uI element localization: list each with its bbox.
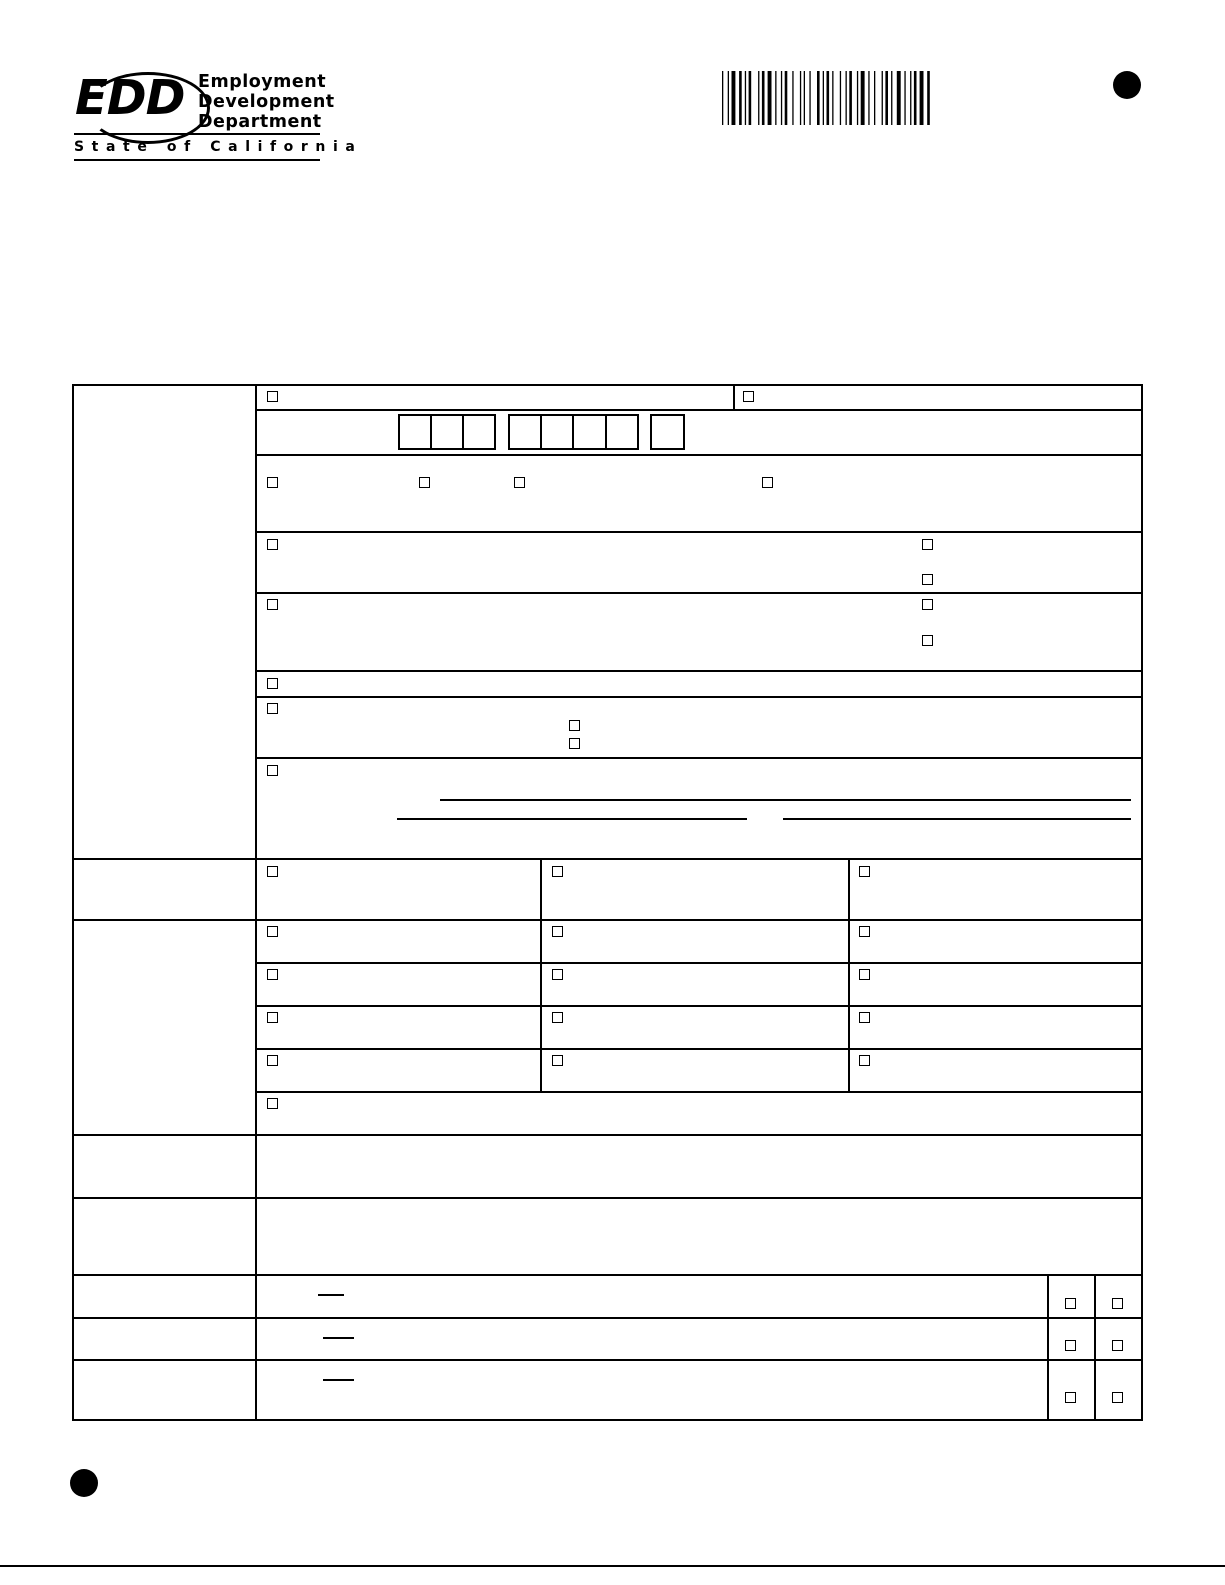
row-divider: [255, 409, 1143, 411]
column-divider: [848, 858, 850, 1092]
checkbox-icon[interactable]: [267, 765, 278, 776]
section-divider: [72, 919, 1143, 921]
registration-dot-icon: [1113, 71, 1141, 99]
label-column-divider: [255, 384, 257, 1421]
checkbox-icon[interactable]: [859, 1055, 870, 1066]
short-fill-in-line[interactable]: [323, 1337, 354, 1339]
digit-separator: [462, 416, 464, 448]
digit-group-2[interactable]: [508, 414, 639, 450]
short-fill-in-line[interactable]: [318, 1294, 344, 1296]
form-table: [72, 384, 1143, 1421]
checkbox-icon[interactable]: [859, 866, 870, 877]
checkbox-icon[interactable]: [267, 866, 278, 877]
fill-in-line[interactable]: [397, 818, 747, 820]
checkbox-icon[interactable]: [552, 866, 563, 877]
short-fill-in-line[interactable]: [323, 1379, 354, 1381]
fill-in-line[interactable]: [783, 818, 1131, 820]
column-divider: [733, 384, 735, 410]
yes-checkbox-icon[interactable]: [1065, 1298, 1076, 1309]
logo-department-name: [198, 72, 335, 132]
checkbox-icon[interactable]: [552, 1055, 563, 1066]
checkbox-icon[interactable]: [267, 599, 278, 610]
checkbox-icon[interactable]: [267, 926, 278, 937]
no-checkbox-icon[interactable]: [1112, 1340, 1123, 1351]
checkbox-icon[interactable]: [922, 635, 933, 646]
digit-group-1[interactable]: [398, 414, 496, 450]
row-divider: [255, 757, 1143, 759]
checkbox-icon[interactable]: [552, 926, 563, 937]
checkbox-icon[interactable]: [267, 1012, 278, 1023]
digit-separator: [605, 416, 607, 448]
page-edge-line: [0, 1565, 1225, 1567]
section-divider: [72, 1317, 1143, 1319]
row-divider: [255, 1005, 1143, 1007]
no-checkbox-icon[interactable]: [1112, 1392, 1123, 1403]
checkbox-icon[interactable]: [267, 1055, 278, 1066]
checkbox-icon[interactable]: [859, 969, 870, 980]
checkbox-icon[interactable]: [922, 599, 933, 610]
checkbox-icon[interactable]: [514, 477, 525, 488]
checkbox-icon[interactable]: [552, 969, 563, 980]
edd-logo: [72, 68, 363, 163]
checkbox-icon[interactable]: [762, 477, 773, 488]
checkbox-icon[interactable]: [922, 539, 933, 550]
checkbox-icon[interactable]: [267, 391, 278, 402]
row-divider: [255, 592, 1143, 594]
row-divider: [255, 1091, 1143, 1093]
row-divider: [255, 696, 1143, 698]
no-checkbox-icon[interactable]: [1112, 1298, 1123, 1309]
checkbox-icon[interactable]: [569, 738, 580, 749]
column-divider: [540, 858, 542, 1092]
digit-separator: [540, 416, 542, 448]
logo-line-3: Department: [198, 112, 322, 132]
section-divider: [72, 1197, 1143, 1199]
digit-separator: [430, 416, 432, 448]
logo-rule-top: [74, 133, 320, 135]
checkbox-icon[interactable]: [267, 969, 278, 980]
section-divider: [72, 858, 1143, 860]
checkbox-icon[interactable]: [569, 720, 580, 731]
logo-mark: EDD: [75, 70, 185, 126]
no-column-divider: [1094, 1274, 1096, 1421]
logo-rule-bottom: [74, 159, 320, 161]
section-divider: [72, 1359, 1143, 1361]
row-divider: [255, 962, 1143, 964]
section-divider: [72, 1274, 1143, 1276]
barcode-icon: [722, 71, 1016, 125]
checkbox-icon[interactable]: [267, 539, 278, 550]
checkbox-icon[interactable]: [743, 391, 754, 402]
checkbox-icon[interactable]: [419, 477, 430, 488]
logo-line-2: Development: [198, 92, 335, 112]
checkbox-icon[interactable]: [859, 926, 870, 937]
checkbox-icon[interactable]: [859, 1012, 870, 1023]
section-divider: [72, 1134, 1143, 1136]
row-divider: [255, 670, 1143, 672]
checkbox-icon[interactable]: [922, 574, 933, 585]
row-divider: [255, 531, 1143, 533]
checkbox-icon[interactable]: [267, 703, 278, 714]
digit-separator: [572, 416, 574, 448]
yes-checkbox-icon[interactable]: [1065, 1340, 1076, 1351]
digit-group-3[interactable]: [650, 414, 685, 450]
checkbox-icon[interactable]: [552, 1012, 563, 1023]
yes-checkbox-icon[interactable]: [1065, 1392, 1076, 1403]
yes-column-divider: [1047, 1274, 1049, 1421]
logo-state-text: State of California: [74, 139, 363, 155]
registration-dot-icon: [70, 1469, 98, 1497]
checkbox-icon[interactable]: [267, 678, 278, 689]
logo-line-1: Employment: [198, 72, 327, 92]
checkbox-icon[interactable]: [267, 1098, 278, 1109]
row-divider: [255, 454, 1143, 456]
fill-in-line[interactable]: [440, 799, 1131, 801]
checkbox-icon[interactable]: [267, 477, 278, 488]
row-divider: [255, 1048, 1143, 1050]
